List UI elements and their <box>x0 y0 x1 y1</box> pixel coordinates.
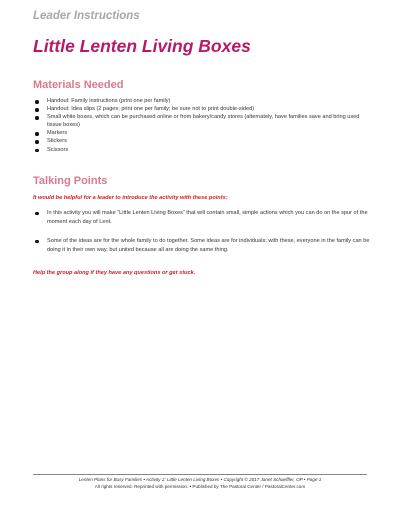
help-note: Help the group along if they have any questions or get stuck. <box>33 270 196 276</box>
list-item: Handout: Family instructions (print one per family) <box>35 98 370 106</box>
talking-points-list <box>35 209 370 265</box>
list-item: Scissors <box>35 147 370 155</box>
list-item: Some of the ideas are for the whole family to do together. Some ideas are for individuals; with these, everyone in the family can be doing it in their own way, but united because all are doing the same thing. <box>35 237 370 255</box>
materials-heading: Materials Needed <box>33 79 124 91</box>
list-item: Small white boxes, which can be purchased online or from bakery/candy stores (alternately, have families save and bring used tissue boxes) <box>35 114 370 129</box>
list-item: Stickers <box>35 138 370 146</box>
page-title: Little Lenten Living Boxes <box>33 36 251 56</box>
list-item: Handout: Idea slips (2 pages; print one per family; be sure not to print double-sided) <box>35 106 370 114</box>
materials-list <box>35 98 370 155</box>
page-footer <box>33 477 367 490</box>
talking-intro: It would be helpful for a leader to introduce the activity with these points: <box>33 195 228 201</box>
footer-line-2: All rights reserved. Reprinted with permission. • Published by The Pastoral Center / PastoralCenter.com <box>94 483 306 489</box>
section-kicker: Leader Instructions <box>33 10 140 22</box>
talking-points-heading: Talking Points <box>33 175 108 187</box>
list-item: In this activity you will make “Little Lenten Living Boxes” that will contain small, simple actions which you can do on the spur of the moment each day of Lent. <box>35 209 370 227</box>
footer-line-1: Lenten Plans for Busy Families • Activity 2: Little Lenten Living Boxes • Copyright © 2017 Janet Schaeffler, OP • Page 1 <box>78 477 322 482</box>
footer-divider <box>33 474 367 475</box>
list-item: Markers <box>35 130 370 138</box>
